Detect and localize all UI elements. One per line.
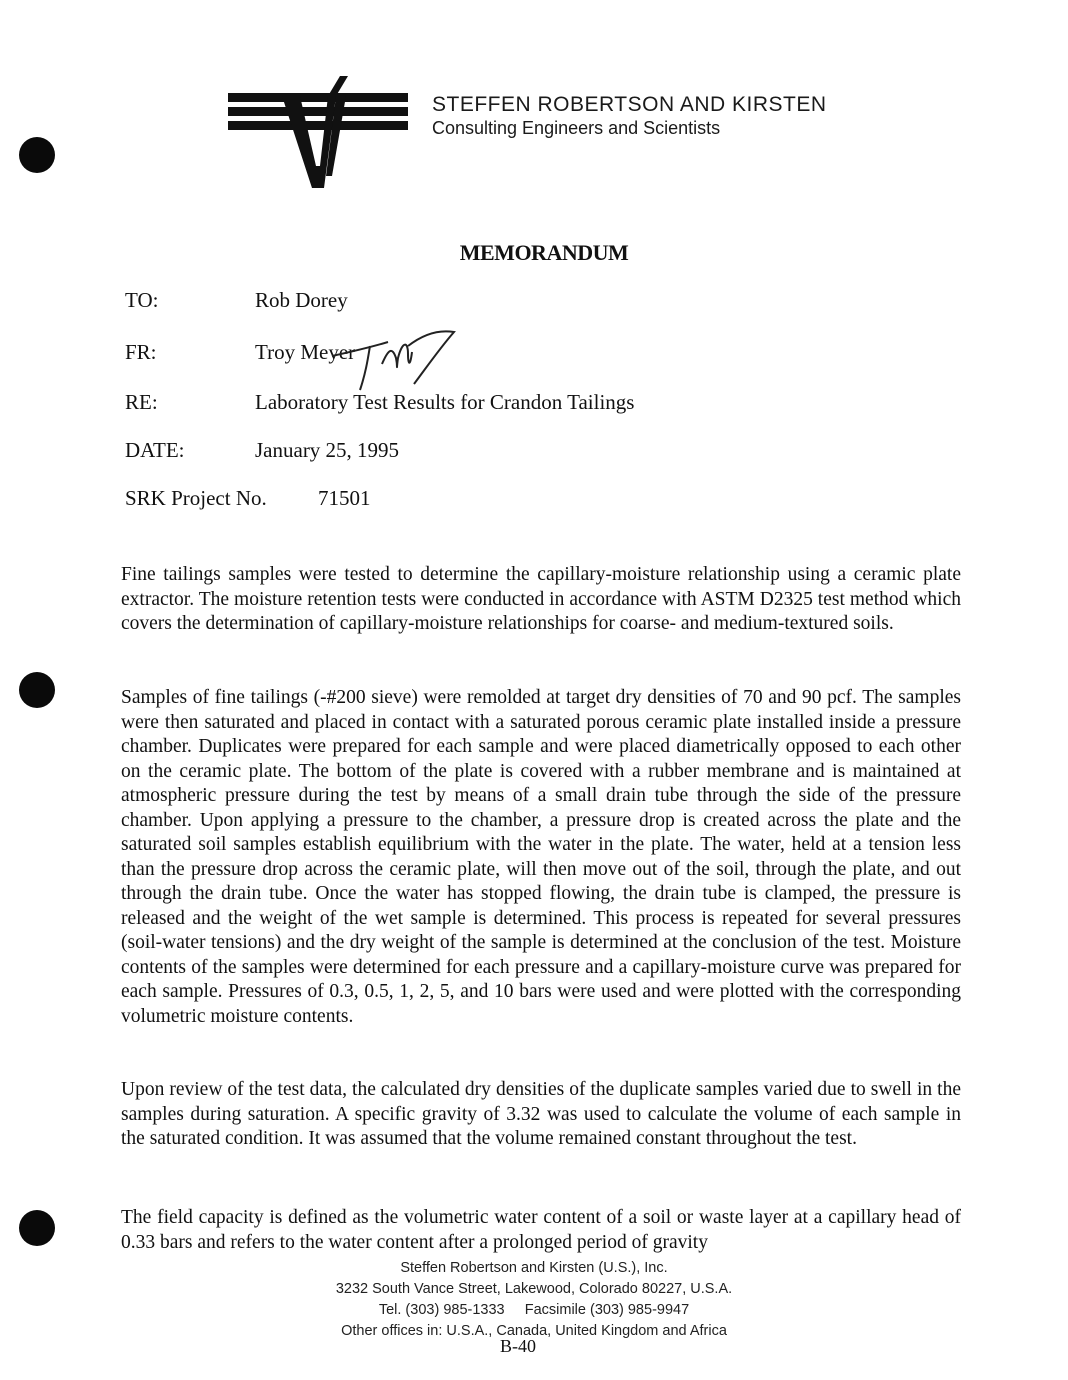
- paragraph-4: The field capacity is defined as the volumetric water content of a soil or waste layer at a capillary head of 0.33 bars and refers to the water content after a prolonged period of gravity: [121, 1207, 961, 1253]
- from-value: Troy Meyer: [255, 340, 356, 364]
- paragraph-3: Upon review of the test data, the calculated dry densities of the duplicate samples varied due to swell in the samples during saturation. A specific gravity of 3.32 was used to calculate the volume of each sample in the saturated condition. It was assumed that the volume remained constant throughout the test.: [121, 1079, 961, 1149]
- letterhead: [432, 93, 827, 139]
- re-label: RE:: [125, 390, 158, 414]
- punch-hole-bottom: [19, 1210, 55, 1246]
- paragraph-2: Samples of fine tailings (-#200 sieve) were remolded at target dry densities of 70 and 90 pcf. The samples were then saturated and placed in contact with a saturated porous ceramic plate installed inside a pressure chamber. Duplicates were prepared for each sample and were placed diametrically opposed to each other on the ceramic plate. The bottom of the plate is covered with a rubber membrane and is maintained at atmospheric pressure during the test by means of a small drain tube through the side of the pressure chamber. Upon applying a pressure to the chamber, a pressure drop is created across the plate and the saturated soil samples establish equilibrium with the water in the plate. The water, held at a tension less than the pressure drop across the ceramic plate, will then move out of the soil, through the plate, and out through the drain tube. Once the water has stopped flowing, the drain tube is clamped, the pressure is released and the weight of the wet sample is determined. This process is repeated for several pressures (soil-water tensions) and the dry weight of the sample is determined at the conclusion of the test. Moisture contents of the samples were determined for each pressure and a capillary-moisture curve was prepared for each sample. Pressures of 0.3, 0.5, 1, 2, 5, and 10 bars were used and were plotted with the corresponding volumetric moisture contents.: [121, 687, 961, 1027]
- footer-address: 3232 South Vance Street, Lakewood, Colorado 80227, U.S.A.: [335, 1281, 733, 1297]
- memo-title: MEMORANDUM: [459, 240, 629, 265]
- company-logo: [228, 76, 408, 188]
- project-label: SRK Project No.: [125, 486, 267, 510]
- footer: [0, 1258, 1068, 1342]
- punch-hole-middle: [19, 672, 55, 708]
- footer-offices: Other offices in: U.S.A., Canada, United Kingdom and Africa: [341, 1323, 727, 1339]
- date-value: January 25, 1995: [255, 438, 400, 462]
- footer-company: Steffen Robertson and Kirsten (U.S.), Inc.: [400, 1260, 668, 1276]
- to-value: Rob Dorey: [255, 288, 348, 312]
- from-label: FR:: [125, 340, 157, 364]
- re-value: Laboratory Test Results for Crandon Tailings: [255, 390, 635, 414]
- signature-initials: [330, 328, 460, 398]
- paragraph-1: Fine tailings samples were tested to determine the capillary-moisture relationship using a ceramic plate extractor. The moisture retention tests were conducted in accordance with ASTM D2325 test method which covers the determination of capillary-moisture relationships for coarse- and medium-textured soils.: [121, 564, 961, 634]
- footer-phone: Tel. (303) 985-1333 Facsimile (303) 985-9947: [378, 1302, 690, 1318]
- company-name: STEFFEN ROBERTSON AND KIRSTEN: [432, 93, 827, 116]
- company-tagline: Consulting Engineers and Scientists: [432, 118, 721, 138]
- punch-hole-top: [19, 137, 55, 173]
- project-value: 71501: [318, 486, 371, 510]
- page-number: B-40: [500, 1336, 536, 1356]
- date-label: DATE:: [125, 438, 185, 462]
- to-label: TO:: [125, 288, 159, 312]
